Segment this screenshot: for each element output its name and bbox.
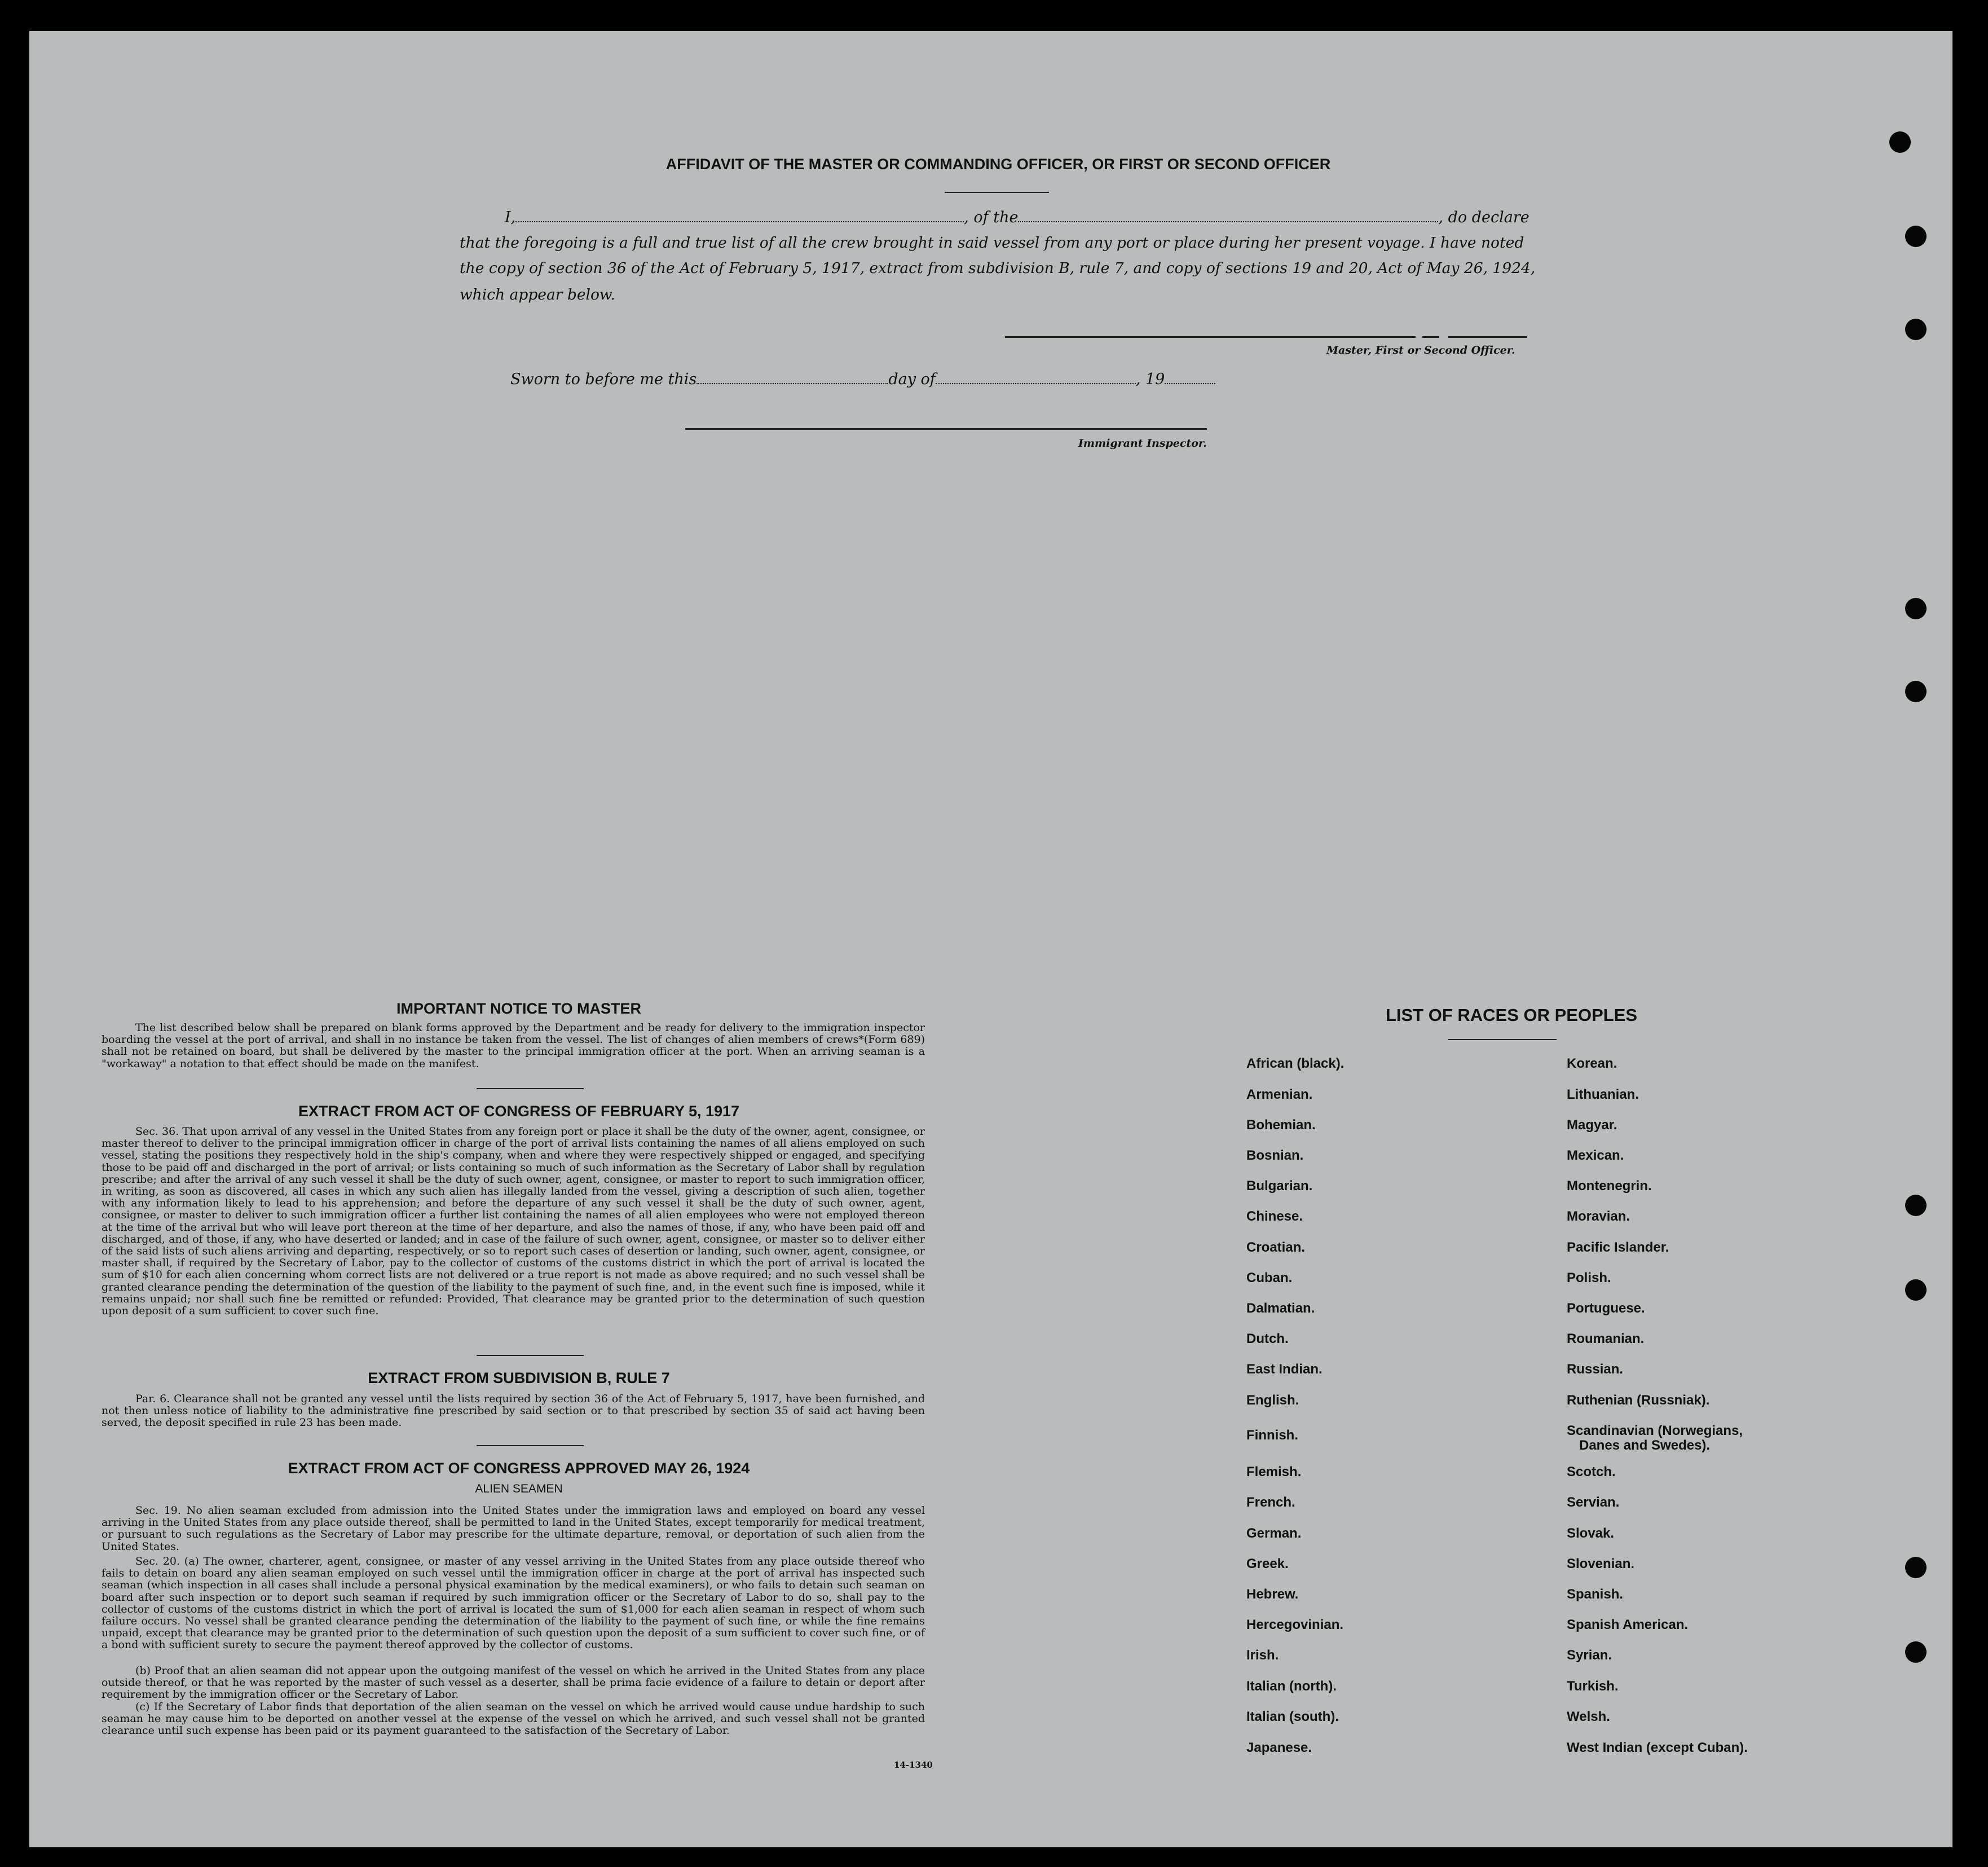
rule-7-title: EXTRACT FROM SUBDIVISION B, RULE 7: [368, 1370, 670, 1386]
race-item: German.: [1246, 1526, 1302, 1541]
declare-label: , do declare: [1438, 209, 1529, 226]
day-of-label: day of: [888, 371, 936, 388]
race-item: Moravian.: [1567, 1209, 1630, 1224]
notice-body: The list described below shall be prepared on blank forms approved by the Department and be ready for delivery to the immigration inspector boarding the vessel at the port of arrival, and shall in no instance be taken from the vessel. The list of changes of alien members of crews*(Form 689) shall not be retained on board, but shall be delivered by the master to the principal immigration officer at the port. When an arriving seaman is a "workaway" a notation to that effect should be made on the manifest.: [102, 1021, 925, 1070]
signature-line[interactable]: [1005, 336, 1416, 338]
title-divider: [945, 192, 1049, 193]
master-signature-label: Master, First or Second Officer.: [1326, 344, 1515, 356]
race-item: Greek.: [1246, 1556, 1289, 1571]
binder-hole: [1905, 681, 1927, 702]
race-item: Lithuanian.: [1567, 1087, 1639, 1102]
race-item: French.: [1246, 1495, 1295, 1510]
race-item: Welsh.: [1567, 1709, 1610, 1724]
alien-seamen-subtitle: ALIEN SEAMEN: [475, 1482, 563, 1495]
month-field[interactable]: [936, 382, 1136, 384]
rule-7-body: Par. 6. Clearance shall not be granted any vessel until the lists required by section 36 of the Act of February 5, 1917, have been furnished, and not then unless notice of liability to the administrative fine prescribed by said section or to that prescribed by section 35 of said act having been served, the deposit specified in rule 23 has been made.: [102, 1393, 925, 1429]
race-item: Hebrew.: [1246, 1587, 1299, 1602]
race-item: English.: [1246, 1393, 1299, 1408]
race-item: Japanese.: [1246, 1740, 1312, 1755]
race-item: Italian (north).: [1246, 1679, 1337, 1694]
race-item: Korean.: [1567, 1056, 1617, 1071]
race-item: Italian (south).: [1246, 1709, 1339, 1724]
extract-1924-title: EXTRACT FROM ACT OF CONGRESS APPROVED MAY 26, 1924: [288, 1460, 750, 1477]
sec-20b-body: (b) Proof that an alien seaman did not appear upon the outgoing manifest of the vessel on which he arrived in the United States from any place outside thereof, or that he was reported by the master of such vessel as a deserter, shall be prima facie evidence of a failure to detain or deport after requirement by the immigration officer or the Secretary of Labor.: [102, 1665, 925, 1701]
races-title: LIST OF RACES OR PEOPLES: [1385, 1005, 1638, 1025]
section-divider: [477, 1445, 584, 1446]
year-field[interactable]: [1165, 382, 1215, 384]
affidavit-line2: that the foregoing is a full and true list of all the crew brought in said vessel from any port or place during her present voyage. I have noted: [460, 234, 1524, 252]
of-the-label: , of the: [964, 209, 1019, 226]
name-field[interactable]: [515, 221, 964, 222]
race-item: Magyar.: [1567, 1117, 1617, 1133]
race-item: Croatian.: [1246, 1240, 1306, 1255]
race-item: Scotch.: [1567, 1464, 1616, 1479]
notice-title: IMPORTANT NOTICE TO MASTER: [396, 1000, 641, 1017]
affidavit-line1: [505, 209, 1529, 226]
race-item: Cuban.: [1246, 1270, 1293, 1285]
binder-hole: [1905, 1279, 1927, 1301]
race-item: Mexican.: [1567, 1148, 1624, 1163]
race-item: Spanish American.: [1567, 1617, 1689, 1632]
i-label: I,: [505, 209, 516, 226]
sec-20a-body: Sec. 20. (a) The owner, charterer, agent, consignee, or master of any vessel arriving in the United States from any place outside thereof who fails to detain on board any alien seaman employed on such vessel until the immigration officer in charge at the port of arrival has inspected such seaman (which inspection in all cases shall include a personal physical examination by the medical examiners), or who fails to detain such seaman on board after such inspection or to deport such seaman if required by such immigration officer or the Secretary of Labor to do so, shall pay to the collector of customs of the customs district in which the port of arrival is located the sum of $1,000 for each alien seaman in respect of whom such failure occurs. No vessel shall be granted clearance pending the determination of the liability to the payment of such fine, or while the fine remains unpaid, except that clearance may be granted prior to the determination of such question upon the deposit of a sum sufficient to cover such fine, or of a bond with sufficient surety to secure the payment thereof approved by the collector of customs.: [102, 1555, 925, 1652]
race-item: Montenegrin.: [1567, 1178, 1652, 1194]
race-item: Spanish.: [1567, 1587, 1624, 1602]
binder-hole: [1905, 226, 1927, 247]
race-item: Bosnian.: [1246, 1148, 1304, 1163]
race-item: Flemish.: [1246, 1464, 1302, 1479]
race-item: Hercegovinian.: [1246, 1617, 1344, 1632]
extract-1917-body: Sec. 36. That upon arrival of any vessel in the United States from any foreign port or place it shall be the duty of the owner, agent, consignee, or master thereof to deliver to the principal immigration officer in charge of the port of arrival lists containing the names of all aliens employed on such vessel, stating the positions they respectively hold in the ship's company, when and where they were respectively shipped or engaged, and specifying those to be paid off and discharged in the port of arrival; or lists containing so much of such information as the Secretary of Labor shall by regulation prescribe; and after the arrival of any such vessel it shall be the duty of such owner, agent, consignee, or master to report to such immigration officer, in writing, as soon as discovered, all cases in which any such alien has illegally landed from the vessel, giving a description of such alien, together with any information likely to lead to his apprehension; and before the departure of any such vessel it shall be the duty of such owner, agent, consignee, or master to deliver to such immigration officer a further list containing the names of all alien employees who were not employed thereon at the time of the arrival but who will leave port thereon at the time of her departure, and also the names of those, if any, who have been paid off and discharged, and of those, if any, who have deserted or landed; and in case of the failure of such owner, agent, consignee, or master so to deliver either of the said lists of such aliens arriving and departing, respectively, or so to report such cases of desertion or landing, such owner, agent, consignee, or master shall, if required by the Secretary of Labor, pay to the collector of customs of the customs district in which the port of arrival is located the sum of $10 for each alien concerning whom correct lists are not delivered or a true report is not made as above required; and no such vessel shall be granted clearance pending the determination of the question of the liability to the payment of such fine, and, in the event such fine is imposed, while it remains unpaid; nor shall such fine be remitted or refunded: Provided, That clearance may be granted prior to the determination of such question upon deposit of a sum sufficient to cover such fine.: [102, 1125, 925, 1318]
binder-hole: [1905, 319, 1927, 340]
binder-hole: [1905, 1195, 1927, 1216]
binder-hole: [1889, 131, 1911, 153]
affidavit-title: AFFIDAVIT OF THE MASTER OR COMMANDING OFFICER, OR FIRST OR SECOND OFFICER: [665, 156, 1331, 173]
signature-line-short: [1422, 336, 1439, 338]
race-item: Ruthenian (Russniak).: [1567, 1393, 1710, 1408]
race-item: Portuguese.: [1567, 1301, 1645, 1316]
race-item: Servian.: [1567, 1495, 1620, 1510]
race-item: Irish.: [1246, 1648, 1279, 1663]
vessel-field[interactable]: [1018, 221, 1438, 222]
extract-1917-title: EXTRACT FROM ACT OF CONGRESS OF FEBRUARY 5, 1917: [298, 1103, 740, 1120]
binder-hole: [1905, 1557, 1927, 1578]
sec-19-body: Sec. 19. No alien seaman excluded from admission into the United States under the immigration laws and employed on board any vessel arriving in the United States from any place outside thereof, shall be permitted to land in the United States, except temporarily for medical treatment, or pursuant to such regulations as the Secretary of Labor may prescribe for the ultimate departure, removal, or deportation of such alien from the United States.: [102, 1504, 925, 1553]
race-item: Slovenian.: [1567, 1556, 1635, 1571]
inspector-signature-line[interactable]: [685, 428, 1207, 430]
race-item: Russian.: [1567, 1362, 1624, 1377]
race-item: Armenian.: [1246, 1087, 1313, 1102]
year-label: , 19: [1135, 371, 1165, 388]
race-item: Finnish.: [1246, 1428, 1298, 1443]
form-number: 14-1340: [894, 1760, 933, 1770]
race-item: Bulgarian.: [1246, 1178, 1313, 1194]
section-divider: [477, 1088, 584, 1089]
sworn-label: Sworn to before me this: [510, 371, 697, 388]
race-item: Chinese.: [1246, 1209, 1303, 1224]
race-item: Pacific Islander.: [1567, 1240, 1669, 1255]
affidavit-line4: which appear below.: [460, 286, 615, 303]
signature-line-end: [1448, 336, 1527, 338]
affidavit-line3: the copy of section 36 of the Act of February 5, 1917, extract from subdivision B, rule 7, and copy of sections 19 and 20, Act of May 26, 1924,: [460, 259, 1536, 277]
race-item: Turkish.: [1567, 1679, 1619, 1694]
binder-hole: [1905, 1641, 1927, 1663]
race-item: Scandinavian (Norwegians,: [1567, 1423, 1743, 1438]
race-item: Slovak.: [1567, 1526, 1615, 1541]
race-item: Dutch.: [1246, 1331, 1289, 1346]
sec-20c-body: (c) If the Secretary of Labor finds that deportation of the alien seaman on the vessel on which he arrived would cause undue hardship to such seaman he may cause him to be deported on another vessel at the expense of the vessel on which he arrived, and such vessel shall not be granted clearance until such expense has been paid or its payment guaranteed to the satisfaction of the Secretary of Labor.: [102, 1701, 925, 1737]
sworn-line: [510, 371, 1215, 388]
binder-hole: [1905, 598, 1927, 619]
day-field[interactable]: [697, 382, 888, 384]
race-item: West Indian (except Cuban).: [1567, 1740, 1748, 1755]
race-item: African (black).: [1246, 1056, 1345, 1071]
race-item: East Indian.: [1246, 1362, 1323, 1377]
race-item: Dalmatian.: [1246, 1301, 1315, 1316]
race-item: Roumanian.: [1567, 1331, 1645, 1346]
section-divider: [477, 1355, 584, 1356]
race-item: Bohemian.: [1246, 1117, 1316, 1133]
race-item: Syrian.: [1567, 1648, 1612, 1663]
inspector-label: Immigrant Inspector.: [1078, 437, 1207, 450]
race-item: Polish.: [1567, 1270, 1611, 1285]
races-divider: [1448, 1039, 1557, 1040]
race-item: Danes and Swedes).: [1579, 1438, 1711, 1453]
